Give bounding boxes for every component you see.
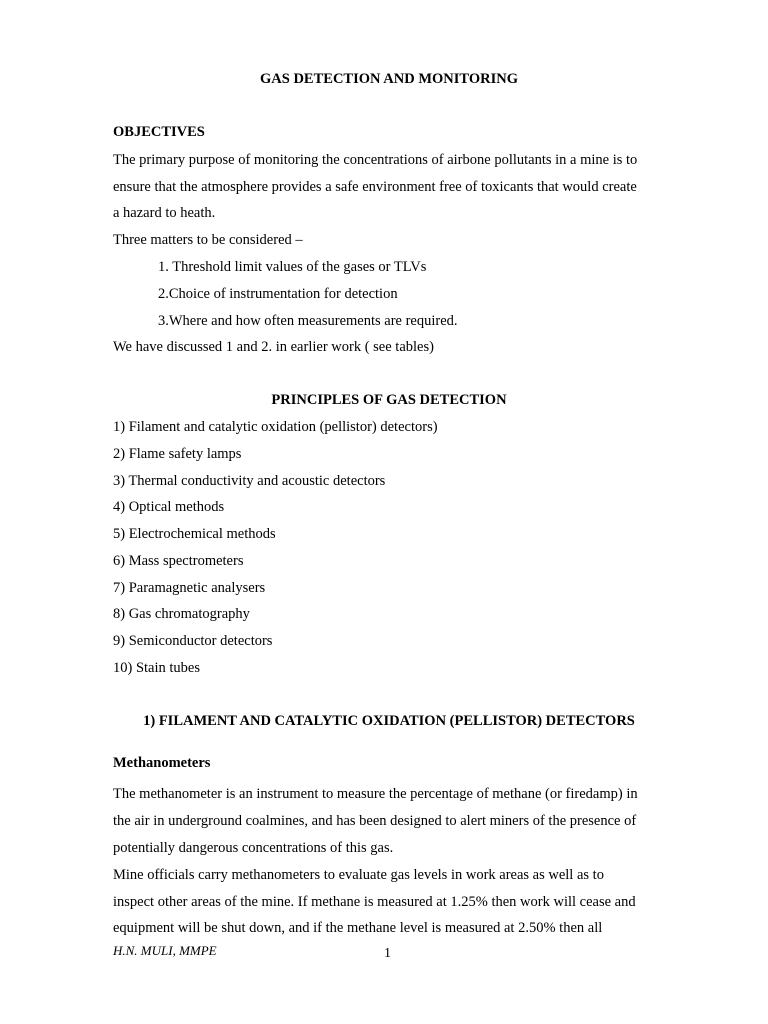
section1-subheading: Methanometers (113, 755, 211, 771)
objectives-item: 1. Threshold limit values of the gases or TLVs (158, 259, 427, 275)
objectives-note: We have discussed 1 and 2. in earlier work ( see tables) (113, 339, 434, 355)
principles-item: 9) Semiconductor detectors (113, 633, 273, 649)
principles-heading: PRINCIPLES OF GAS DETECTION (271, 392, 507, 408)
objectives-item: 3.Where and how often measurements are required. (158, 313, 458, 329)
footer-author: H.N. MULI, MMPE (113, 943, 217, 958)
section1-heading: 1) FILAMENT AND CATALYTIC OXIDATION (PELLISTOR) DETECTORS (143, 713, 635, 729)
objectives-intro: Three matters to be considered – (113, 232, 303, 248)
section1-para-line: the air in underground coalmines, and has been designed to alert miners of the presence of (113, 813, 637, 829)
principles-item: 8) Gas chromatography (113, 606, 250, 622)
principles-item: 2) Flame safety lamps (113, 446, 242, 462)
section1-para-line: inspect other areas of the mine. If methane is measured at 1.25% then work will cease and (113, 894, 636, 910)
section1-para-line: Mine officials carry methanometers to evaluate gas levels in work areas as well as to (113, 867, 604, 883)
principles-item: 4) Optical methods (113, 499, 225, 515)
page-number: 1 (384, 946, 391, 961)
principles-item: 7) Paramagnetic analysers (113, 580, 266, 596)
principles-item: 10) Stain tubes (113, 660, 200, 676)
principles-item: 6) Mass spectrometers (113, 553, 244, 569)
document-title: GAS DETECTION AND MONITORING (260, 71, 518, 87)
objectives-para-line: a hazard to heath. (113, 205, 216, 221)
principles-item: 3) Thermal conductivity and acoustic detectors (113, 473, 386, 489)
objectives-item: 2.Choice of instrumentation for detection (158, 286, 398, 302)
section1-para-line: equipment will be shut down, and if the methane level is measured at 2.50% then all (113, 920, 603, 936)
section1-para-line: potentially dangerous concentrations of this gas. (113, 840, 394, 856)
principles-item: 1) Filament and catalytic oxidation (pellistor) detectors) (113, 419, 438, 435)
section1-para-line: The methanometer is an instrument to measure the percentage of methane (or firedamp) in (113, 786, 638, 802)
objectives-para-line: ensure that the atmosphere provides a safe environment free of toxicants that would create (113, 179, 637, 195)
objectives-para-line: The primary purpose of monitoring the concentrations of airbone pollutants in a mine is to (113, 152, 638, 168)
objectives-heading: OBJECTIVES (113, 124, 205, 140)
principles-item: 5) Electrochemical methods (113, 526, 276, 542)
